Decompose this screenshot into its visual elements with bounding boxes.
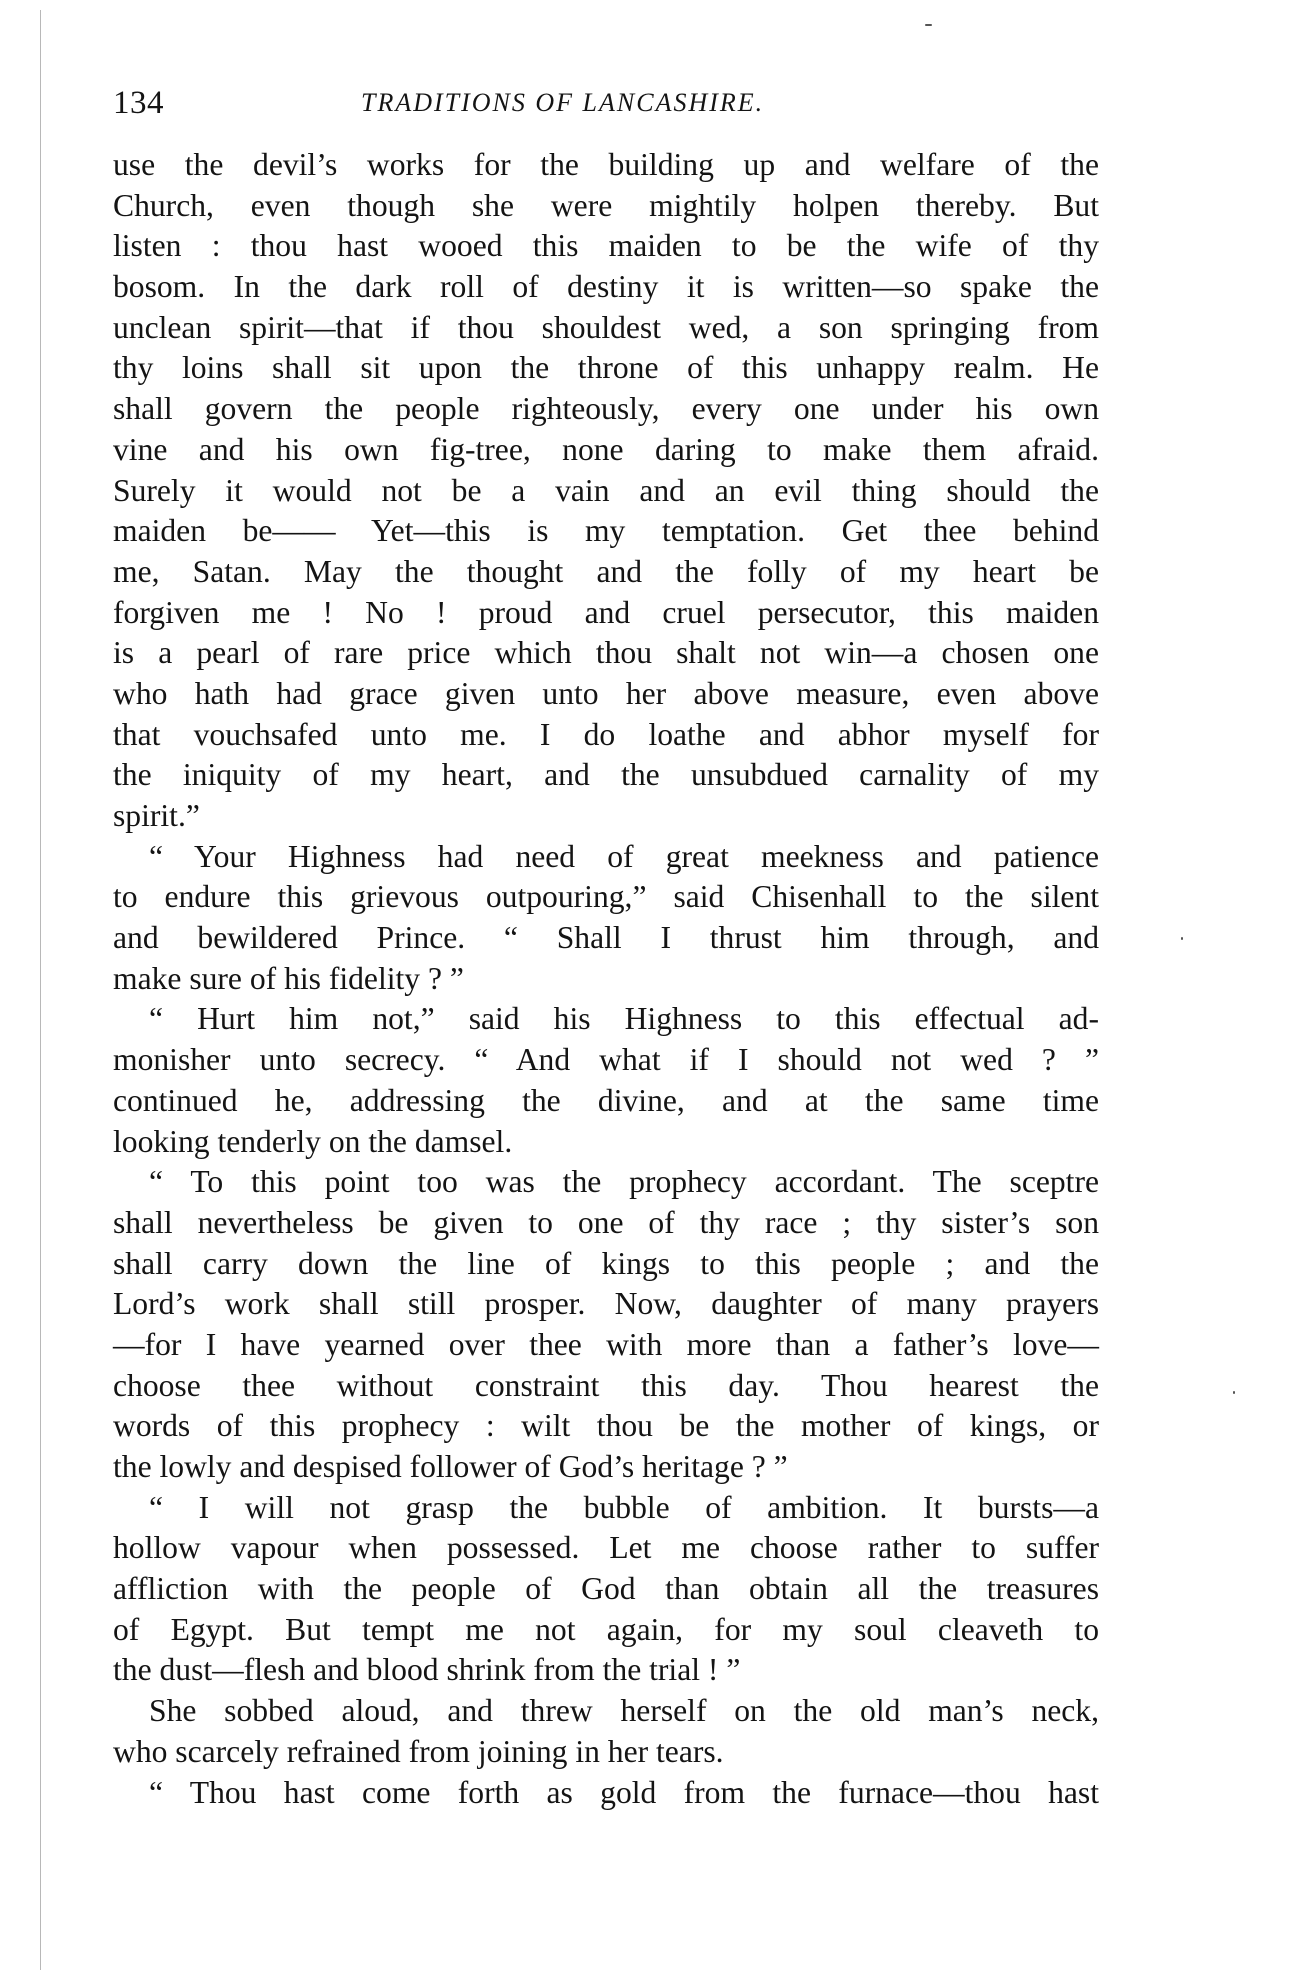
text-line: “ To this point too was the prophecy accordant. The sceptre xyxy=(149,1164,1099,1200)
text-line: that vouchsafed unto me. I do loathe and abhor myself for xyxy=(113,716,1099,752)
text-line: listen : thou hast wooed this maiden to be the wife of thy xyxy=(113,228,1099,264)
text-line: “ I will not grasp the bubble of ambition. It bursts—a xyxy=(149,1489,1099,1525)
text-line: who hath had grace given unto her above measure, even above xyxy=(113,675,1099,711)
text-line: the dust—flesh and blood shrink from the trial ! ” xyxy=(113,1652,741,1688)
text-line: —for I have yearned over thee with more than a father’s love— xyxy=(113,1326,1099,1362)
text-line: continued he, addressing the divine, and at the same time xyxy=(113,1082,1099,1118)
page-number: 134 xyxy=(113,85,164,121)
text-line: choose thee without constraint this day. Thou hearest the xyxy=(113,1367,1099,1403)
text-line: monisher unto secrecy. “ And what if I should not wed ? ” xyxy=(113,1042,1099,1078)
text-line: vine and his own fig-tree, none daring to make them afraid. xyxy=(113,431,1099,467)
text-line: is a pearl of rare price which thou shalt not win—a chosen one xyxy=(113,635,1099,671)
text-line: the lowly and despised follower of God’s heritage ? ” xyxy=(113,1449,788,1484)
text-line: words of this prophecy : wilt thou be the mother of kings, or xyxy=(113,1408,1099,1444)
text-line: “ Thou hast come forth as gold from the furnace—thou hast xyxy=(149,1774,1099,1810)
text-line: looking tenderly on the damsel. xyxy=(113,1123,513,1159)
text-line: thy loins shall sit upon the throne of this unhappy realm. He xyxy=(113,350,1099,386)
text-line: “ Hurt him not,” said his Highness to this effectual ad- xyxy=(149,1001,1099,1037)
text-line: “ Your Highness had need of great meekness and patience xyxy=(149,838,1099,874)
text-line: the iniquity of my heart, and the unsubdued carnality of my xyxy=(113,757,1099,793)
running-title: TRADITIONS OF LANCASHIRE. xyxy=(361,88,765,117)
text-line: shall carry down the line of kings to this people ; and the xyxy=(113,1245,1099,1281)
text-line: Church, even though she were mightily holpen thereby. But xyxy=(113,187,1099,223)
text-line: of Egypt. But tempt me not again, for my soul cleaveth to xyxy=(113,1611,1099,1647)
text-line: affliction with the people of God than obtain all the treasures xyxy=(113,1571,1099,1607)
text-line: shall nevertheless be given to one of thy race ; thy sister’s son xyxy=(113,1204,1099,1240)
text-line: me, Satan. May the thought and the folly of my heart be xyxy=(113,553,1099,589)
text-line: shall govern the people righteously, every one under his own xyxy=(113,391,1099,427)
speck-mark xyxy=(925,24,932,26)
speck-mark xyxy=(1181,937,1183,940)
text-line: maiden be—— Yet—this is my temptation. Get thee behind xyxy=(113,513,1099,549)
text-line: She sobbed aloud, and threw herself on the old man’s neck, xyxy=(149,1693,1099,1729)
text-line: make sure of his fidelity ? ” xyxy=(113,960,464,996)
text-line: Surely it would not be a vain and an evil thing should the xyxy=(113,472,1099,508)
text-line: to endure this grievous outpouring,” said Chisenhall to the silent xyxy=(113,879,1099,915)
text-line: Lord’s work shall still prosper. Now, daughter of many prayers xyxy=(113,1286,1099,1322)
text-line: use the devil’s works for the building up and welfare of the xyxy=(113,147,1099,182)
book-page xyxy=(113,85,1099,1813)
speck-mark xyxy=(1233,1391,1235,1394)
text-line: and bewildered Prince. “ Shall I thrust him through, and xyxy=(113,920,1099,956)
text-line: bosom. In the dark roll of destiny it is written—so spake the xyxy=(113,269,1099,305)
text-line: hollow vapour when possessed. Let me choose rather to suffer xyxy=(113,1530,1099,1566)
running-head xyxy=(113,85,1099,137)
binding-edge-line xyxy=(40,10,41,1970)
body-text xyxy=(113,145,1099,1813)
text-line: who scarcely refrained from joining in her tears. xyxy=(113,1733,724,1769)
text-line: spirit.” xyxy=(113,798,200,833)
text-line: unclean spirit—that if thou shouldest wed, a son springing from xyxy=(113,309,1099,345)
text-line: forgiven me ! No ! proud and cruel persecutor, this maiden xyxy=(113,594,1099,630)
